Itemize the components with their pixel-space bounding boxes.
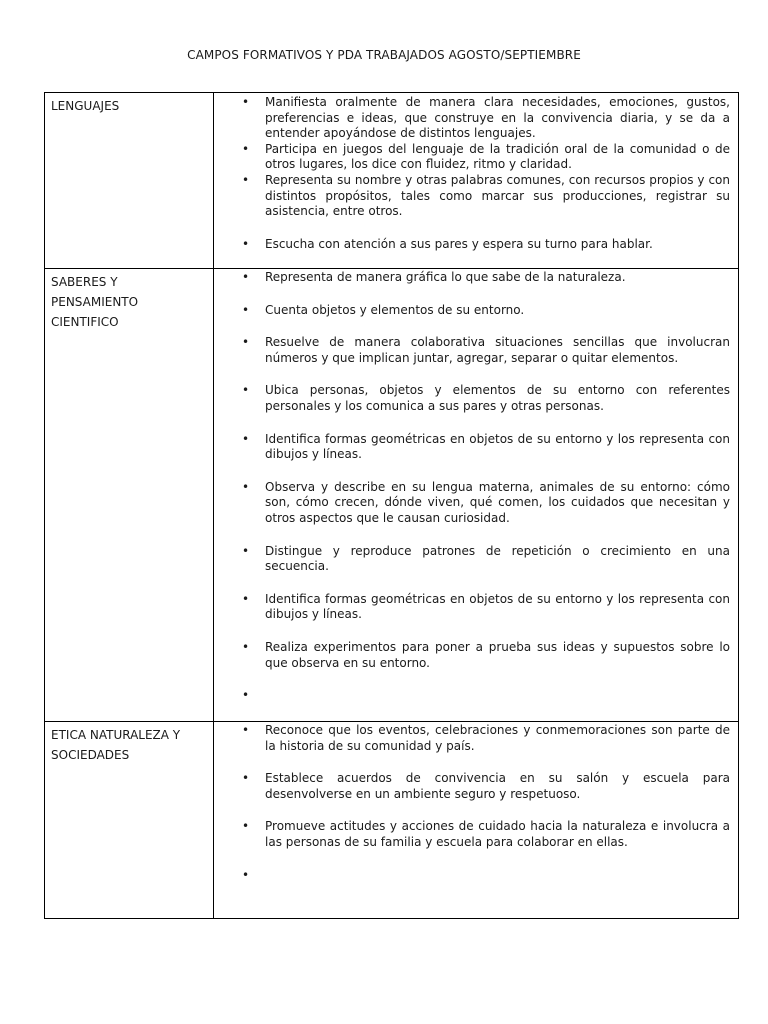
document-title: CAMPOS FORMATIVOS Y PDA TRABAJADOS AGOSTO/SEPTIEMBRE: [187, 48, 581, 62]
list-item: • Realiza experimentos para poner a prueba sus ideas y supuestos sobre lo que observa en su entorno.: [214, 640, 730, 671]
table-row: [45, 722, 739, 919]
items-cell: [214, 93, 739, 269]
list-item: • Representa su nombre y otras palabras comunes, con recursos propios y con distintos propósitos, tales como marcar sus producciones, registrar su asistencia, entre otros.: [214, 173, 730, 220]
table-row: [45, 93, 739, 269]
category-label: LENGUAJES: [51, 99, 120, 113]
list-item: • Identifica formas geométricas en objetos de su entorno y los representa con dibujos y líneas.: [214, 432, 730, 463]
list-item: • Observa y describe en su lengua materna, animales de su entorno: cómo son, cómo crecen, dónde viven, qué comen, los cuidados que necesitan y otros aspectos que le causan curiosidad.: [214, 480, 730, 527]
list-item: • Cuenta objetos y elementos de su entorno.: [214, 303, 730, 319]
table-row: [45, 269, 739, 722]
list-item: • Participa en juegos del lenguaje de la tradición oral de la comunidad o de otros lugares, los dice con fluidez, ritmo y claridad.: [214, 142, 730, 173]
category-label: ETICA NATURALEZA Y SOCIEDADES: [51, 728, 181, 762]
items-cell: [214, 722, 739, 919]
list-item: [214, 688, 730, 704]
category-label: SABERES Y PENSAMIENTO CIENTIFICO: [51, 275, 139, 329]
list-item: • Promueve actitudes y acciones de cuidado hacia la naturaleza e involucra a las personas de su familia y escuela para colaborar en ellas.: [214, 819, 730, 850]
list-item: [214, 868, 730, 884]
list-item: • Identifica formas geométricas en objetos de su entorno y los representa con dibujos y líneas.: [214, 592, 730, 623]
category-cell: [45, 269, 214, 722]
category-cell: [45, 93, 214, 269]
list-item: • Resuelve de manera colaborativa situaciones sencillas que involucran números y que implican juntar, agregar, separar o quitar elementos.: [214, 335, 730, 366]
list-item: • Reconoce que los eventos, celebraciones y conmemoraciones son parte de la historia de su comunidad y país.: [214, 723, 730, 754]
list-item: • Manifiesta oralmente de manera clara necesidades, emociones, gustos, preferencias e ideas, que construye en la convivencia diaria, y se da a entender apoyándose de distintos lenguajes.: [214, 95, 730, 142]
formative-fields-table: [44, 92, 739, 919]
list-item: • Escucha con atención a sus pares y espera su turno para hablar.: [214, 237, 730, 253]
category-cell: [45, 722, 214, 919]
items-cell: [214, 269, 739, 722]
list-item: • Representa de manera gráfica lo que sabe de la naturaleza.: [214, 270, 730, 286]
list-item: • Establece acuerdos de convivencia en su salón y escuela para desenvolverse en un ambiente seguro y respetuoso.: [214, 771, 730, 802]
list-item: • Ubica personas, objetos y elementos de su entorno con referentes personales y los comunica a sus pares y otras personas.: [214, 383, 730, 414]
list-item: • Distingue y reproduce patrones de repetición o crecimiento en una secuencia.: [214, 544, 730, 575]
